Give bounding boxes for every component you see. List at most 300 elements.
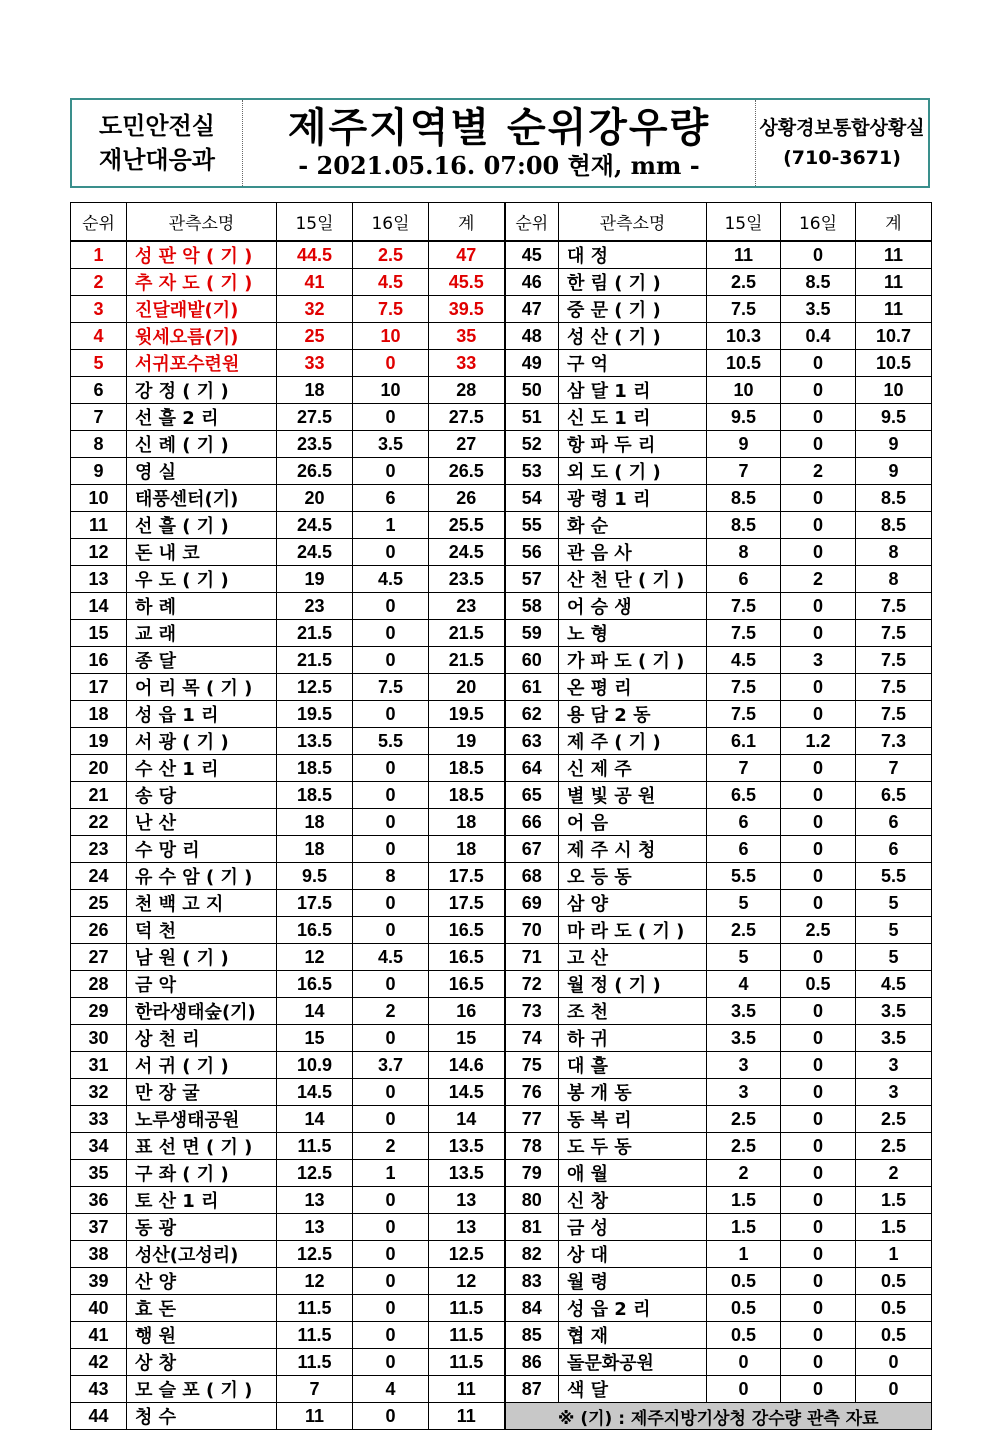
station-name-cell: 월 정 ( 기 ) — [559, 971, 707, 998]
table-body — [71, 241, 932, 1430]
total-cell: 21.5 — [429, 647, 505, 674]
total-cell: 1 — [856, 1241, 932, 1268]
day16-cell: 2 — [353, 998, 429, 1025]
total-cell: 25.5 — [429, 512, 505, 539]
total-cell: 7.5 — [856, 593, 932, 620]
rank-cell: 69 — [505, 890, 559, 917]
total-cell: 8 — [856, 566, 932, 593]
day15-cell: 33 — [277, 350, 353, 377]
station-name-cell: 성 판 악 ( 기 ) — [127, 241, 277, 269]
day15-cell: 6 — [707, 836, 781, 863]
station-name-cell: 관 음 사 — [559, 539, 707, 566]
rank-cell: 63 — [505, 728, 559, 755]
rank-cell: 30 — [71, 1025, 127, 1052]
table-row — [71, 566, 932, 593]
day15-cell: 9.5 — [707, 404, 781, 431]
page-title: 제주지역별 순위강우량 — [287, 105, 711, 151]
rank-cell: 57 — [505, 566, 559, 593]
table-row — [71, 1214, 932, 1241]
day16-cell: 0 — [781, 1187, 856, 1214]
total-cell: 20 — [429, 674, 505, 701]
day15-cell: 23.5 — [277, 431, 353, 458]
station-name-cell: 모 슬 포 ( 기 ) — [127, 1376, 277, 1403]
day15-cell: 12.5 — [277, 1160, 353, 1187]
station-name-cell: 선 흘 2 리 — [127, 404, 277, 431]
day16-cell: 0 — [781, 1025, 856, 1052]
day15-cell: 3 — [707, 1052, 781, 1079]
day15-cell: 6.1 — [707, 728, 781, 755]
page-subtitle: - 2021.05.16. 07:00 현재, mm - — [298, 151, 700, 180]
col-rank-header: 순위 — [505, 203, 559, 242]
table-row — [71, 1106, 932, 1133]
total-cell: 5 — [856, 917, 932, 944]
total-cell: 0.5 — [856, 1295, 932, 1322]
station-name-cell: 고 산 — [559, 944, 707, 971]
day15-cell: 1.5 — [707, 1187, 781, 1214]
station-name-cell: 한라생태숲(기) — [127, 998, 277, 1025]
day16-cell: 0 — [781, 674, 856, 701]
day16-cell: 2 — [781, 566, 856, 593]
day16-cell: 0 — [353, 701, 429, 728]
total-cell: 8.5 — [856, 512, 932, 539]
col-day15-header: 15일 — [277, 203, 353, 242]
station-name-cell: 노루생태공원 — [127, 1106, 277, 1133]
day15-cell: 14 — [277, 1106, 353, 1133]
day15-cell: 18 — [277, 836, 353, 863]
day15-cell: 1 — [707, 1241, 781, 1268]
day16-cell: 8.5 — [781, 269, 856, 296]
rank-cell: 80 — [505, 1187, 559, 1214]
rank-cell: 55 — [505, 512, 559, 539]
day15-cell: 25 — [277, 323, 353, 350]
day16-cell: 4.5 — [353, 566, 429, 593]
station-name-cell: 신 도 1 리 — [559, 404, 707, 431]
rank-cell: 77 — [505, 1106, 559, 1133]
total-cell: 13.5 — [429, 1160, 505, 1187]
day16-cell: 4 — [353, 1376, 429, 1403]
day15-cell: 2.5 — [707, 1133, 781, 1160]
day15-cell: 16.5 — [277, 917, 353, 944]
rank-cell: 76 — [505, 1079, 559, 1106]
rank-cell: 43 — [71, 1376, 127, 1403]
total-cell: 18 — [429, 836, 505, 863]
station-name-cell: 돌문화공원 — [559, 1349, 707, 1376]
total-cell: 11.5 — [429, 1349, 505, 1376]
station-name-cell: 신 례 ( 기 ) — [127, 431, 277, 458]
day16-cell: 0 — [781, 890, 856, 917]
day16-cell: 0 — [353, 1322, 429, 1349]
total-cell: 13.5 — [429, 1133, 505, 1160]
total-cell: 6 — [856, 809, 932, 836]
total-cell: 5 — [856, 944, 932, 971]
total-cell: 8 — [856, 539, 932, 566]
day15-cell: 2.5 — [707, 269, 781, 296]
station-name-cell: 만 장 굴 — [127, 1079, 277, 1106]
station-name-cell: 신 제 주 — [559, 755, 707, 782]
rank-cell: 40 — [71, 1295, 127, 1322]
table-row — [71, 917, 932, 944]
day15-cell: 9 — [707, 431, 781, 458]
rank-cell: 6 — [71, 377, 127, 404]
total-cell: 16.5 — [429, 971, 505, 998]
day15-cell: 41 — [277, 269, 353, 296]
day16-cell: 0 — [781, 1106, 856, 1133]
day16-cell: 0 — [781, 1214, 856, 1241]
day15-cell: 21.5 — [277, 647, 353, 674]
table-row — [71, 1268, 932, 1295]
day15-cell: 8 — [707, 539, 781, 566]
rank-cell: 68 — [505, 863, 559, 890]
day16-cell: 1 — [353, 512, 429, 539]
day15-cell: 27.5 — [277, 404, 353, 431]
day16-cell: 0 — [781, 701, 856, 728]
day15-cell: 10 — [707, 377, 781, 404]
station-name-cell: 천 백 고 지 — [127, 890, 277, 917]
day15-cell: 26.5 — [277, 458, 353, 485]
station-name-cell: 외 도 ( 기 ) — [559, 458, 707, 485]
rank-cell: 35 — [71, 1160, 127, 1187]
day15-cell: 14.5 — [277, 1079, 353, 1106]
total-cell: 2.5 — [856, 1106, 932, 1133]
rank-cell: 53 — [505, 458, 559, 485]
rank-cell: 34 — [71, 1133, 127, 1160]
rank-cell: 16 — [71, 647, 127, 674]
station-name-cell: 난 산 — [127, 809, 277, 836]
day15-cell: 4 — [707, 971, 781, 998]
day16-cell: 0 — [781, 1133, 856, 1160]
rank-cell: 15 — [71, 620, 127, 647]
day15-cell: 12.5 — [277, 674, 353, 701]
rank-cell: 50 — [505, 377, 559, 404]
station-name-cell: 선 흘 ( 기 ) — [127, 512, 277, 539]
table-row — [71, 1160, 932, 1187]
station-name-cell: 봉 개 동 — [559, 1079, 707, 1106]
station-name-cell: 어 리 목 ( 기 ) — [127, 674, 277, 701]
day15-cell: 9.5 — [277, 863, 353, 890]
day16-cell: 0 — [781, 998, 856, 1025]
day16-cell: 0 — [781, 1160, 856, 1187]
col-station-header: 관측소명 — [127, 203, 277, 242]
station-name-cell: 태풍센터(기) — [127, 485, 277, 512]
rank-cell: 61 — [505, 674, 559, 701]
rank-cell: 85 — [505, 1322, 559, 1349]
day16-cell: 0 — [781, 350, 856, 377]
table-row — [71, 539, 932, 566]
total-cell: 14.5 — [429, 1079, 505, 1106]
table-row — [71, 512, 932, 539]
day16-cell: 0 — [353, 836, 429, 863]
day16-cell: 0 — [353, 458, 429, 485]
day16-cell: 7.5 — [353, 296, 429, 323]
total-cell: 7.5 — [856, 647, 932, 674]
total-cell: 12.5 — [429, 1241, 505, 1268]
day16-cell: 0 — [353, 1187, 429, 1214]
station-name-cell: 교 래 — [127, 620, 277, 647]
day15-cell: 8.5 — [707, 485, 781, 512]
station-name-cell: 노 형 — [559, 620, 707, 647]
day16-cell: 3.5 — [781, 296, 856, 323]
day16-cell: 0 — [781, 593, 856, 620]
total-cell: 47 — [429, 241, 505, 269]
rank-cell: 9 — [71, 458, 127, 485]
total-cell: 11 — [856, 296, 932, 323]
table-row — [71, 809, 932, 836]
rank-cell: 38 — [71, 1241, 127, 1268]
station-name-cell: 구 좌 ( 기 ) — [127, 1160, 277, 1187]
table-row — [71, 404, 932, 431]
day16-cell: 0 — [781, 836, 856, 863]
station-name-cell: 항 파 두 리 — [559, 431, 707, 458]
total-cell: 7.5 — [856, 674, 932, 701]
total-cell: 7.5 — [856, 701, 932, 728]
rank-cell: 11 — [71, 512, 127, 539]
day15-cell: 12.5 — [277, 1241, 353, 1268]
day16-cell: 0 — [781, 755, 856, 782]
station-name-cell: 구 억 — [559, 350, 707, 377]
day16-cell: 0 — [353, 755, 429, 782]
total-cell: 3.5 — [856, 1025, 932, 1052]
station-name-cell: 성 읍 2 리 — [559, 1295, 707, 1322]
rank-cell: 56 — [505, 539, 559, 566]
day16-cell: 0 — [353, 350, 429, 377]
station-name-cell: 상 대 — [559, 1241, 707, 1268]
station-name-cell: 애 월 — [559, 1160, 707, 1187]
rank-cell: 3 — [71, 296, 127, 323]
total-cell: 18.5 — [429, 755, 505, 782]
station-name-cell: 남 원 ( 기 ) — [127, 944, 277, 971]
total-cell: 3.5 — [856, 998, 932, 1025]
day16-cell: 0 — [781, 1322, 856, 1349]
day16-cell: 0 — [353, 1268, 429, 1295]
table-row — [71, 241, 932, 269]
station-name-cell: 온 평 리 — [559, 674, 707, 701]
table-row — [71, 998, 932, 1025]
day15-cell: 2 — [707, 1160, 781, 1187]
station-name-cell: 행 원 — [127, 1322, 277, 1349]
rank-cell: 25 — [71, 890, 127, 917]
day16-cell: 0 — [353, 593, 429, 620]
rank-cell: 74 — [505, 1025, 559, 1052]
station-name-cell: 삼 양 — [559, 890, 707, 917]
rank-cell: 73 — [505, 998, 559, 1025]
table-row — [71, 1052, 932, 1079]
rank-cell: 42 — [71, 1349, 127, 1376]
rank-cell: 14 — [71, 593, 127, 620]
station-name-cell: 월 령 — [559, 1268, 707, 1295]
day16-cell: 0 — [353, 647, 429, 674]
rank-cell: 32 — [71, 1079, 127, 1106]
table-row — [71, 836, 932, 863]
station-name-cell: 추 자 도 ( 기 ) — [127, 269, 277, 296]
rank-cell: 83 — [505, 1268, 559, 1295]
table-row — [71, 701, 932, 728]
table-row — [71, 350, 932, 377]
day16-cell: 3.7 — [353, 1052, 429, 1079]
station-name-cell: 상 천 리 — [127, 1025, 277, 1052]
day15-cell: 18.5 — [277, 782, 353, 809]
footnote: ※ (기) : 제주지방기상청 강수량 관측 자료 — [505, 1403, 932, 1430]
table-row — [71, 1241, 932, 1268]
station-name-cell: 한 림 ( 기 ) — [559, 269, 707, 296]
rank-cell: 71 — [505, 944, 559, 971]
day15-cell: 20 — [277, 485, 353, 512]
station-name-cell: 하 귀 — [559, 1025, 707, 1052]
rank-cell: 84 — [505, 1295, 559, 1322]
station-name-cell: 서 광 ( 기 ) — [127, 728, 277, 755]
station-name-cell: 대 흘 — [559, 1052, 707, 1079]
total-cell: 18 — [429, 809, 505, 836]
rank-cell: 52 — [505, 431, 559, 458]
rank-cell: 4 — [71, 323, 127, 350]
station-name-cell: 오 등 동 — [559, 863, 707, 890]
day15-cell: 18 — [277, 377, 353, 404]
office-name: 상황경보통합상황실 — [759, 117, 925, 139]
day15-cell: 0 — [707, 1349, 781, 1376]
table-row — [71, 431, 932, 458]
station-name-cell: 화 순 — [559, 512, 707, 539]
day15-cell: 14 — [277, 998, 353, 1025]
day15-cell: 16.5 — [277, 971, 353, 998]
day16-cell: 0 — [781, 377, 856, 404]
day16-cell: 2 — [781, 458, 856, 485]
station-name-cell: 삼 달 1 리 — [559, 377, 707, 404]
total-cell: 27.5 — [429, 404, 505, 431]
table-row — [71, 1079, 932, 1106]
day16-cell: 3 — [781, 647, 856, 674]
day15-cell: 12 — [277, 944, 353, 971]
day16-cell: 0 — [353, 1295, 429, 1322]
rank-cell: 54 — [505, 485, 559, 512]
rank-cell: 72 — [505, 971, 559, 998]
total-cell: 19 — [429, 728, 505, 755]
day15-cell: 5.5 — [707, 863, 781, 890]
station-name-cell: 토 산 1 리 — [127, 1187, 277, 1214]
day16-cell: 0.5 — [781, 971, 856, 998]
station-name-cell: 광 령 1 리 — [559, 485, 707, 512]
day15-cell: 23 — [277, 593, 353, 620]
station-name-cell: 도 두 동 — [559, 1133, 707, 1160]
day15-cell: 7.5 — [707, 620, 781, 647]
total-cell: 27 — [429, 431, 505, 458]
total-cell: 0.5 — [856, 1268, 932, 1295]
day15-cell: 44.5 — [277, 241, 353, 269]
day16-cell: 0 — [781, 1349, 856, 1376]
total-cell: 16 — [429, 998, 505, 1025]
table-row — [71, 755, 932, 782]
table-row — [71, 458, 932, 485]
table-row — [71, 971, 932, 998]
rank-cell: 58 — [505, 593, 559, 620]
rank-cell: 49 — [505, 350, 559, 377]
total-cell: 5.5 — [856, 863, 932, 890]
day15-cell: 5 — [707, 944, 781, 971]
table-row — [71, 323, 932, 350]
report-header — [70, 98, 930, 188]
table-row — [71, 620, 932, 647]
rank-cell: 5 — [71, 350, 127, 377]
table-row — [71, 1322, 932, 1349]
day16-cell: 0 — [353, 890, 429, 917]
day15-cell: 11.5 — [277, 1349, 353, 1376]
rank-cell: 23 — [71, 836, 127, 863]
day16-cell: 10 — [353, 377, 429, 404]
station-name-cell: 동 광 — [127, 1214, 277, 1241]
station-name-cell: 진달래밭(기) — [127, 296, 277, 323]
total-cell: 11.5 — [429, 1322, 505, 1349]
total-cell: 14.6 — [429, 1052, 505, 1079]
rank-cell: 22 — [71, 809, 127, 836]
day15-cell: 8.5 — [707, 512, 781, 539]
total-cell: 15 — [429, 1025, 505, 1052]
total-cell: 2 — [856, 1160, 932, 1187]
day15-cell: 11 — [277, 1403, 353, 1430]
day16-cell: 0 — [353, 1349, 429, 1376]
day16-cell: 6 — [353, 485, 429, 512]
day16-cell: 0 — [781, 1376, 856, 1403]
station-name-cell: 어 음 — [559, 809, 707, 836]
station-name-cell: 동 복 리 — [559, 1106, 707, 1133]
rank-cell: 66 — [505, 809, 559, 836]
day16-cell: 0 — [781, 620, 856, 647]
table-row — [71, 269, 932, 296]
day16-cell: 0 — [353, 917, 429, 944]
total-cell: 16.5 — [429, 917, 505, 944]
day15-cell: 7 — [707, 755, 781, 782]
station-name-cell: 협 재 — [559, 1322, 707, 1349]
day15-cell: 12 — [277, 1268, 353, 1295]
rank-cell: 59 — [505, 620, 559, 647]
rank-cell: 18 — [71, 701, 127, 728]
day16-cell: 2 — [353, 1133, 429, 1160]
rank-cell: 12 — [71, 539, 127, 566]
station-name-cell: 별 빛 공 원 — [559, 782, 707, 809]
station-name-cell: 조 천 — [559, 998, 707, 1025]
station-name-cell: 영 실 — [127, 458, 277, 485]
rank-cell: 47 — [505, 296, 559, 323]
day15-cell: 13 — [277, 1187, 353, 1214]
rank-cell: 10 — [71, 485, 127, 512]
total-cell: 1.5 — [856, 1214, 932, 1241]
day15-cell: 6 — [707, 566, 781, 593]
office-block — [756, 100, 928, 186]
day15-cell: 19 — [277, 566, 353, 593]
table-row — [71, 863, 932, 890]
total-cell: 6.5 — [856, 782, 932, 809]
table-row — [71, 1133, 932, 1160]
rank-cell: 13 — [71, 566, 127, 593]
rank-cell: 28 — [71, 971, 127, 998]
station-name-cell: 중 문 ( 기 ) — [559, 296, 707, 323]
day16-cell: 0 — [353, 620, 429, 647]
day16-cell: 10 — [353, 323, 429, 350]
day16-cell: 0 — [353, 971, 429, 998]
rank-cell: 48 — [505, 323, 559, 350]
day16-cell: 0 — [781, 241, 856, 269]
station-name-cell: 금 악 — [127, 971, 277, 998]
rank-cell: 19 — [71, 728, 127, 755]
col-station-header: 관측소명 — [559, 203, 707, 242]
table-row — [71, 377, 932, 404]
day16-cell: 0 — [353, 1106, 429, 1133]
total-cell: 35 — [429, 323, 505, 350]
table-row — [71, 1376, 932, 1403]
station-name-cell: 송 당 — [127, 782, 277, 809]
rank-cell: 51 — [505, 404, 559, 431]
day16-cell: 0 — [781, 431, 856, 458]
total-cell: 26.5 — [429, 458, 505, 485]
day16-cell: 0 — [353, 1214, 429, 1241]
rank-cell: 44 — [71, 1403, 127, 1430]
